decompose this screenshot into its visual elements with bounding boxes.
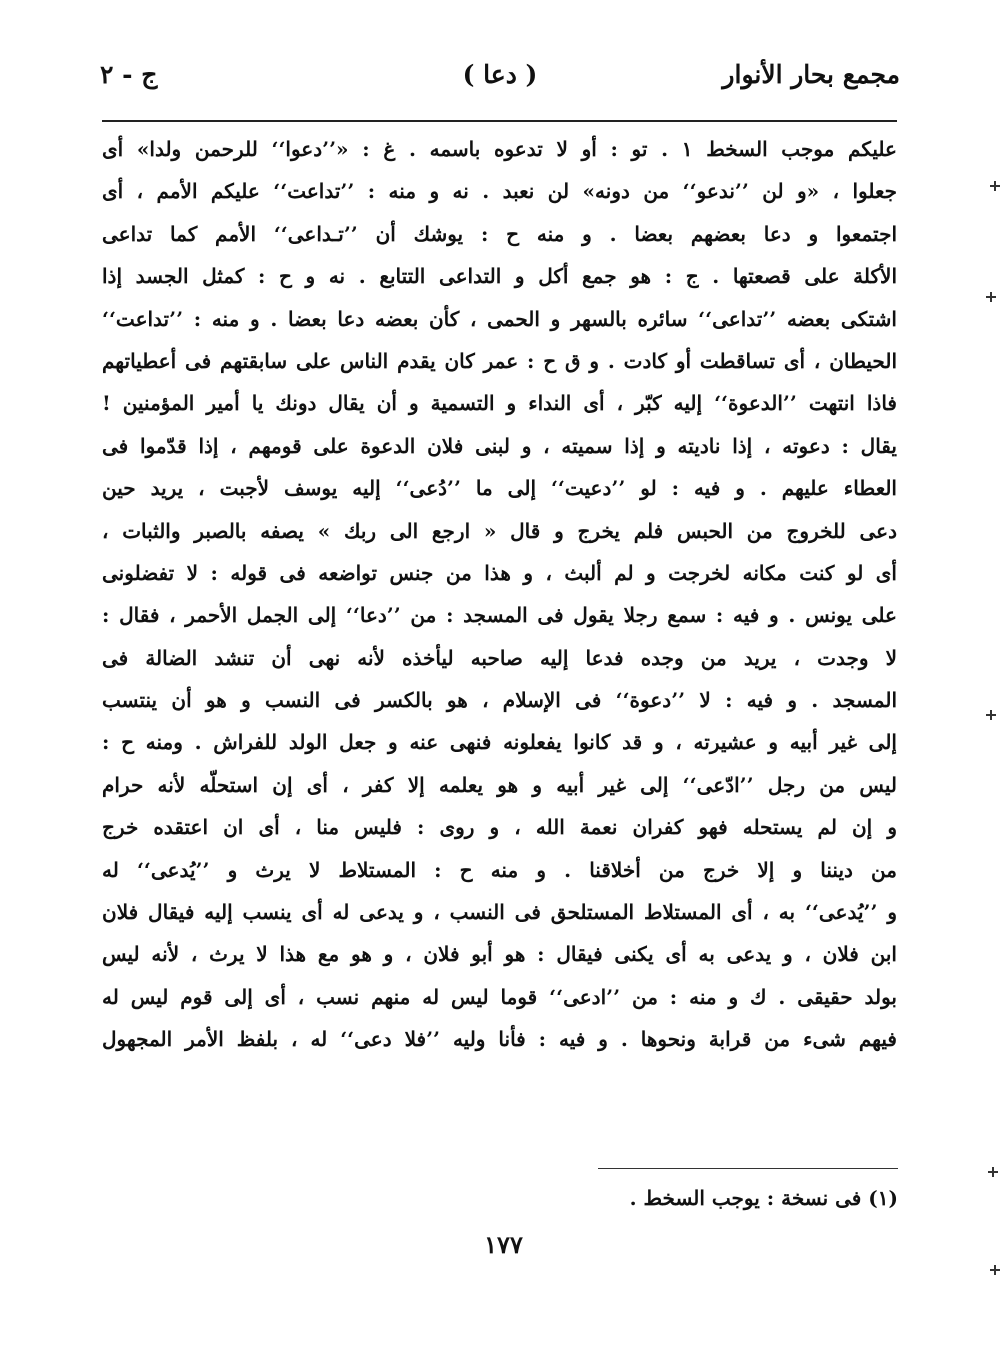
margin-mark [990, 1265, 1000, 1275]
main-text [102, 128, 897, 1061]
margin-mark [986, 292, 996, 302]
text-line: العطاء عليهم . و فيه : لو ’’دعيت‘‘ إلى ما ’’دُعى‘‘ إليه يوسف لأجبت ، يريد حين [102, 476, 897, 501]
text-line: أى لو كنت مكانه لخرجت و لم ألبث ، و هذا من جنس تواضعه فى قوله : لا تفضلونى [102, 560, 897, 585]
text-line: جعلوا ، «و لن ’’ندعو‘‘ من دونه» لن نعبد . نه و منه : ’’تداعت‘‘ عليكم الأمم ، أى [102, 179, 897, 204]
page-header [100, 52, 900, 102]
text-line: إلى غير أبيه و عشيرته ، و قد كانوا يفعلونه فنهى عنه و جعل الولد للفراش . ومنه ح : [102, 730, 897, 755]
text-line: الحيطان ، أى تساقطت أو كادت . و ق ح : عمر كان يقدم الناس على سابقتهم فى أعطياتهم [102, 348, 897, 373]
text-line: دعى للخروج من الحبس فلم يخرج و قال « ارجع الى ربك » يصفه بالصبر والثبات ، [102, 518, 897, 543]
margin-mark [990, 181, 1000, 191]
margin-mark [988, 1167, 998, 1177]
text-line: المسجد . و فيه : لا ’’دعوة‘‘ فى الإسلام ، هو بالكسر فى النسب و هو أن ينتسب [102, 688, 897, 713]
text-line: لا وجدت ، يريد من وجده فدعا إليه صاحبه ليأخذه لأنه نهى أن تنشد الضالة فى [102, 645, 897, 670]
text-line: اجتمعوا و دعا بعضهم بعضا . و منه ح : يوشك أن ’’تـداعى‘‘ الأمم كما تداعى [102, 221, 897, 246]
entry-heading: ( دعا ) [462, 60, 538, 89]
text-line: من ديننا و إلا خرج من أخلاقنا . و منه ح : المستلاط لا يرث و ’’يُدعى‘‘ له [102, 857, 897, 882]
text-line: و إن لم يستحله فهو كفران نعمة الله ، و روى : فليس منا ، أى ان اعتقده خرج [102, 815, 897, 840]
text-line: على يونس . و فيه : سمع رجلا يقول فى المسجد : من ’’دعا‘‘ إلى الجمل الأحمر ، فقال : [102, 603, 897, 628]
text-line: و ’’يُدعى‘‘ به ، أى المستلاط المستلحق فى النسب ، و يدعى له أى ينسب إليه فيقال فلان [102, 900, 897, 925]
text-line: ابن فلان ، و يدعى به أى يكنى فيقال : هو أبو فلان ، و هو مع هذا لا يرث ، لأنه ليس [102, 942, 897, 967]
text-line: ليس من رجل ’’ادّعى‘‘ إلى غير أبيه و هو يعلمه إلا كفر ، أى إن استحلّه لأنه حرام [102, 772, 897, 797]
text-line: فاذا انتهت ’’الدعوة‘‘ إليه كبّر ، أى النداء و التسمية و أن يقال دونك يا أمير المؤمنين ! [102, 391, 897, 416]
text-line: يقال : دعوته ، إذا ناديته و إذا سميته ، و لبنى فلان الدعوة على قومهم ، إذا قدّموا فى [102, 433, 897, 458]
header-rule [102, 120, 897, 122]
text-line: بولد حقيقى . ك و منه : من ’’ادعى‘‘ قوما ليس له منهم نسب ، أى إلى قوم ليس له [102, 984, 897, 1009]
footnote-rule [598, 1168, 898, 1169]
volume-label: ج - ٢ [100, 60, 158, 89]
page-number: ١٧٧ [484, 1230, 523, 1259]
book-title: مجمع بحار الأنوار [722, 60, 900, 89]
text-line: عليكم موجب السخط ١ . تو : أو لا تدعوه باسمه . غ : «’’دعوا‘‘ للرحمن ولدا» أى [102, 137, 897, 161]
text-line: الأكلة على قصعتها . ج : هو جمع أكل و التداعى التتابع . نه و ح : كمثل الجسد إذا [102, 264, 897, 289]
text-line: فيهم شىء من قرابة ونحوها . و فيه : فأنا وليه ’’فلا دعى‘‘ له ، بلفظ الأمر المجهول [102, 1027, 897, 1052]
text-line: اشتكى بعضه ’’تداعى‘‘ سائره بالسهر و الحمى ، كأن بعضه دعا بعضا . و منه : ’’تداعت‘‘ [102, 306, 897, 331]
footnote: (١) فى نسخة : يوجب السخط . [629, 1186, 898, 1210]
margin-mark [986, 710, 996, 720]
